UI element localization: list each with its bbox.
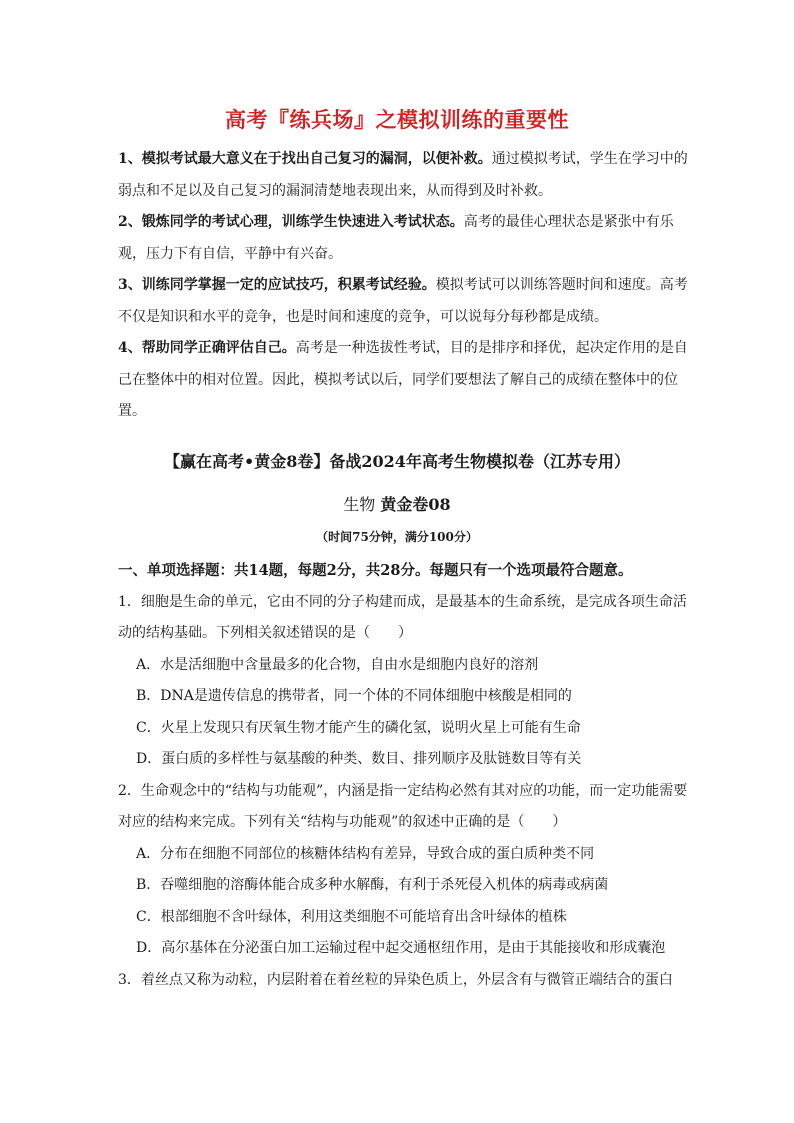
exam-paper-name: 黄金卷08: [380, 495, 451, 514]
intro-point-4-bold: 4、帮助同学正确评估自己。: [118, 340, 296, 356]
intro-point-1-text: 通过模拟考试，学生在学习中的弱点和不足以及自己复习的漏洞清楚地表现出来，从而得到及时补救。: [118, 151, 688, 199]
intro-point-1-bold: 1、模拟考试最大意义在于找出自己复习的漏洞，以便补救。: [118, 151, 492, 167]
question-2-stem: 2．生命观念中的“结构与功能观”，内涵是指一定结构必然有其对应的功能，而一定功能需要对应的结构来完成。下列有关“结构与功能观”的叙述中正确的是（ ）: [118, 782, 688, 830]
intro-title: 高考『练兵场』之模拟训练的重要性: [225, 108, 569, 132]
intro-point-3: [118, 270, 690, 333]
question-1-option-c: C．火星上发现只有厌氧生物才能产生的磷化氢，说明火星上可能有生命: [136, 719, 581, 736]
intro-point-3-bold: 3、训练同学掌握一定的应试技巧，积累考试经验。: [118, 277, 436, 293]
intro-point-4-text: 高考是一种选拔性考试，目的是排序和择优，起决定作用的是自己在整体中的相对位置。因此，模拟考试以后，同学们要想法了解自己的成绩在整体中的位置。: [118, 340, 688, 419]
intro-point-3-text: 模拟考试可以训练答题时间和速度。高考不仅是知识和水平的竞争，也是时间和速度的竞争，可以说每分每秒都是成绩。: [118, 277, 688, 325]
exam-subject: 生物: [343, 495, 376, 514]
question-1-option-d: D．蛋白质的多样性与氨基酸的种类、数目、排列顺序及肽链数目等有关: [136, 751, 582, 767]
exam-subject-line: [0, 492, 794, 515]
question-2-option-a: A．分布在细胞不同部位的核糖体结构有差异，导致合成的蛋白质种类不同: [136, 845, 595, 862]
intro-points: [118, 144, 690, 428]
exam-time-info: （时间75分钟，满分100分）: [316, 530, 478, 544]
section-heading: 一、单项选择题：共14题，每题2分，共28分。每题只有一个选项最符合题意。: [118, 562, 633, 579]
intro-point-2-bold: 2、锻炼同学的考试心理，训练学生快速进入考试状态。: [118, 214, 464, 230]
intro-point-2-text: 高考的最佳心理状态是紧张中有乐观，压力下有自信，平静中有兴奋。: [118, 214, 674, 262]
intro-point-2: [118, 207, 690, 270]
questions-block: [118, 555, 690, 996]
question-3-stem: 3．着丝点又称为动粒，内层附着在着丝粒的异染色质上，外层含有与微管正端结合的蛋白: [118, 971, 673, 988]
question-2-option-b: B．吞噬细胞的溶酶体能合成多种水解酶，有利于杀死侵入机体的病毒或病菌: [136, 877, 609, 893]
question-1-option-a: A．水是活细胞中含量最多的化合物，自由水是细胞内良好的溶剂: [136, 656, 539, 673]
intro-point-1: [118, 144, 690, 207]
question-1-stem: 1．细胞是生命的单元，它由不同的分子构建而成，是最基本的生命系统，是完成各项生命活动的结构基础。下列相关叙述错误的是（ ）: [118, 593, 687, 641]
intro-point-4: [118, 333, 690, 428]
question-2-option-d: D．高尔基体在分泌蛋白加工运输过程中起交通枢纽作用，是由于其能接收和形成囊泡: [136, 940, 666, 956]
question-2-option-c: C．根部细胞不含叶绿体，利用这类细胞不可能培育出含叶绿体的植株: [136, 908, 567, 925]
question-1-option-b: B．DNA是遗传信息的携带者，同一个体的不同体细胞中核酸是相同的: [136, 688, 572, 704]
exam-header: 【赢在高考•黄金8卷】备战2024年高考生物模拟卷（江苏专用）: [164, 452, 630, 471]
